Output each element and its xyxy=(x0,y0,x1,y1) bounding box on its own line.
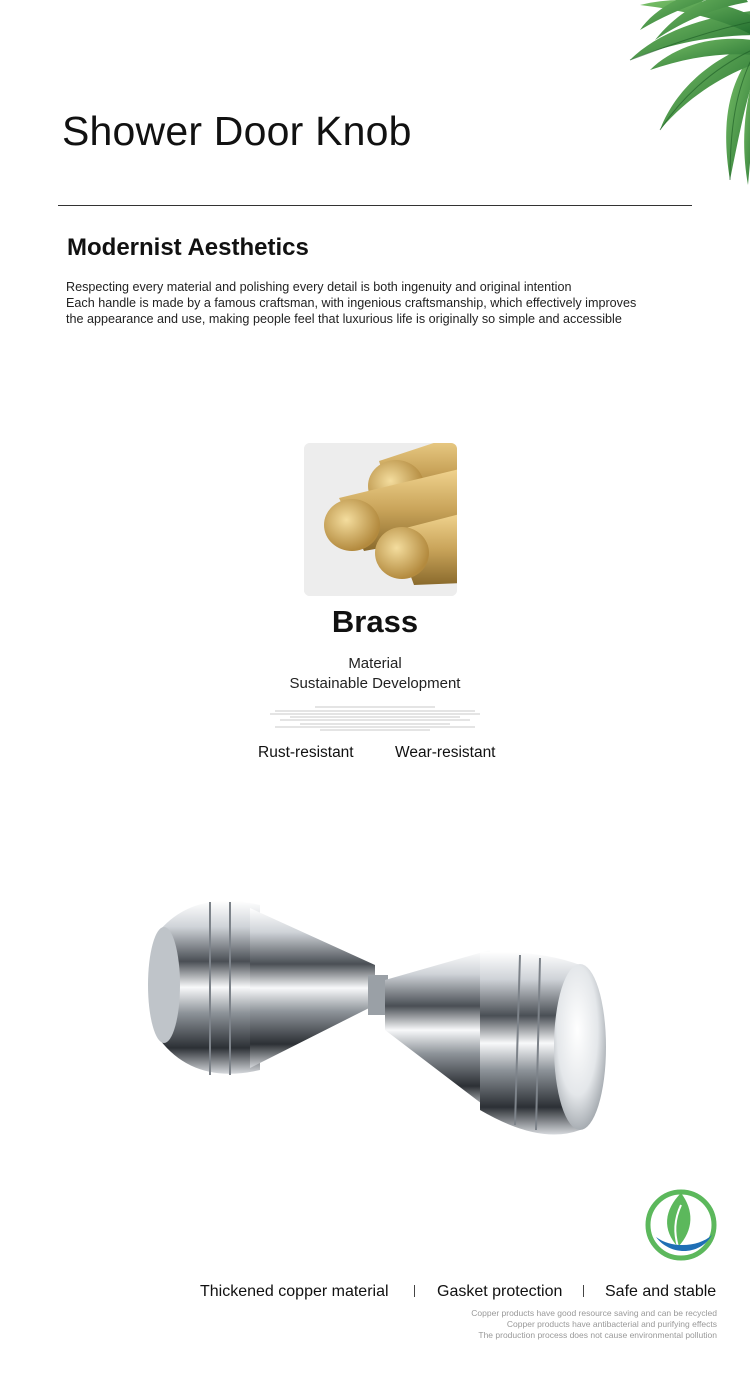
footer-note: The production process does not cause environmental pollution xyxy=(478,1330,717,1340)
brass-rods-image xyxy=(304,443,457,596)
material-sublabel: Sustainable Development xyxy=(289,675,461,692)
intro-line: Each handle is made by a famous craftsman, with ingenious craftsmanship, which effectively improves xyxy=(66,296,637,310)
footer-feature-gasket: Gasket protection xyxy=(437,1283,563,1300)
footer-feature-copper: Thickened copper material xyxy=(200,1283,389,1300)
footer-feature-safe: Safe and stable xyxy=(605,1283,717,1300)
palm-leaf-decoration xyxy=(490,0,750,190)
title-divider xyxy=(58,205,692,206)
eco-leaf-icon xyxy=(644,1185,718,1263)
feature-wear-resistant: Wear-resistant xyxy=(395,744,496,761)
faint-text-block xyxy=(265,705,485,733)
footer-note: Copper products have good resource saving and can be recycled xyxy=(471,1308,717,1318)
footer-separator xyxy=(414,1285,415,1297)
footer-separator xyxy=(583,1285,584,1297)
feature-rust-resistant: Rust-resistant xyxy=(258,744,354,761)
intro-line: the appearance and use, making people feel that luxurious life is originally so simple and accessible xyxy=(66,312,622,326)
material-title: Brass xyxy=(331,604,419,639)
intro-line: Respecting every material and polishing every detail is both ingenuity and original intention xyxy=(66,280,572,294)
footer-note: Copper products have antibacterial and purifying effects xyxy=(506,1319,717,1329)
intro-text xyxy=(66,279,706,327)
material-label: Material xyxy=(348,655,402,672)
page-title: Shower Door Knob xyxy=(62,108,412,154)
section-heading: Modernist Aesthetics xyxy=(67,234,309,261)
chrome-knob-image xyxy=(140,880,610,1145)
footer-notes xyxy=(471,1308,717,1341)
